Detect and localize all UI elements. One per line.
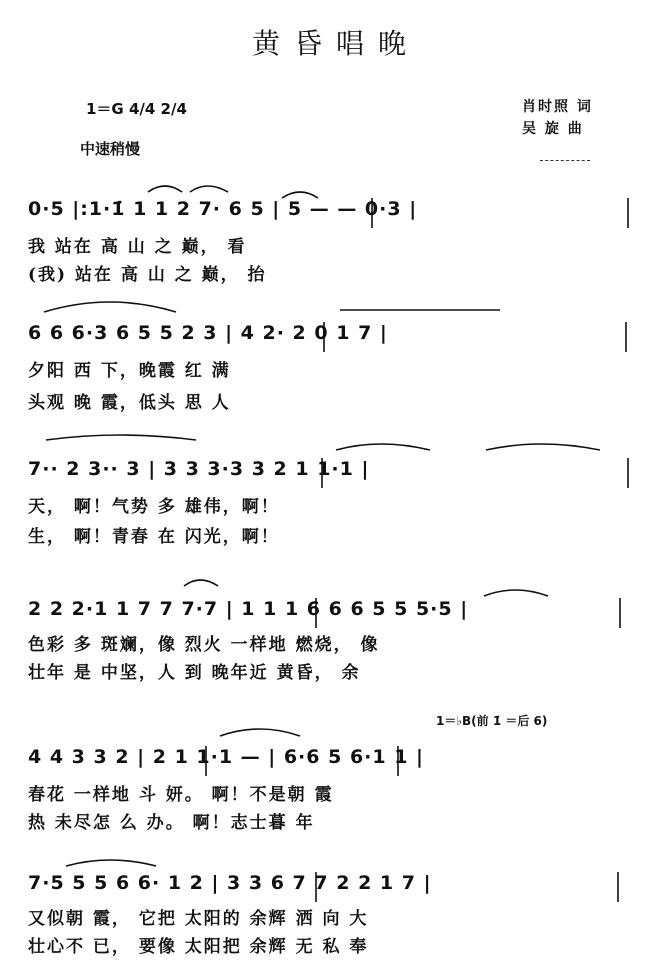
song-title: 黄昏唱晚 [251,27,420,60]
notes-line-3: 7·· 2 3·· 3 | 3 3 3·3 3 2 1 1·1 | [28,458,370,480]
lyric-verse2-line-2: 头观 晚 霞，低头 思 人 [28,393,231,413]
lyric-verse1-line-2: 夕阳 西 下，晚霞 红 满 [28,361,231,381]
lyric-verse2-line-3: 生， 啊！青春 在 闪光，啊！ [28,527,280,547]
notes-line-4: 2 2 2·1 1 7 7 7·7 | 1 1 1 6 6 6 5 5 5·5 | [28,598,469,620]
notes-line-2: 6 6 6·3 6 5 5 2 3 | 4 2· 2 0 1 7 | [28,322,388,344]
lyric-verse1-line-4: 色彩 多 斑斓，像 烈火 一样地 燃烧， 像 [28,635,380,655]
lyricist-credit: 肖时照 词 [522,99,593,115]
lyric-verse2-line-4: 壮年 是 中坚，人 到 晚年近 黄昏， 余 [28,663,361,683]
lyric-verse2-line-6: 壮心不 已， 要像 太阳把 余辉 无 私 奉 [28,937,369,957]
lyric-verse2-line-1: (我) 站在 高 山 之 巅， 抬 [28,265,267,285]
notes-line-6: 7·5 5 5 6 6· 1 2 | 3 3 6 7 7 2 2 1 7 | [28,872,432,894]
composer-credit: 吴 旋 曲 [522,121,584,137]
lyric-verse2-line-5: 热 未尽怎 么 办。 啊！志士暮 年 [28,813,315,833]
lyric-verse1-line-5: 春花 一样地 斗 妍。 啊！不是朝 霞 [28,785,334,805]
lyric-verse1-line-6: 又似朝 霞， 它把 太阳的 余辉 洒 向 大 [28,909,369,929]
notes-line-5: 4 4 3 3 2 | 2 1 1·1 — | 6·6 5 6·1 1 | [28,746,424,768]
key-signature: 1＝G 4/4 2/4 [86,100,187,118]
lyric-verse1-line-3: 天， 啊！气势 多 雄伟，啊！ [28,497,280,517]
tempo-marking: 中速稍慢 [80,140,141,158]
lyric-verse1-line-1: 我 站在 高 山 之 巅， 看 [28,237,247,257]
key-change-marking: 1＝♭B(前 1̇ ＝后 6) [436,714,548,728]
notes-line-1: 0·5 |:1·1̇ 1 1 2 7· 6 5 | 5 — — 0·3 | [28,198,418,220]
